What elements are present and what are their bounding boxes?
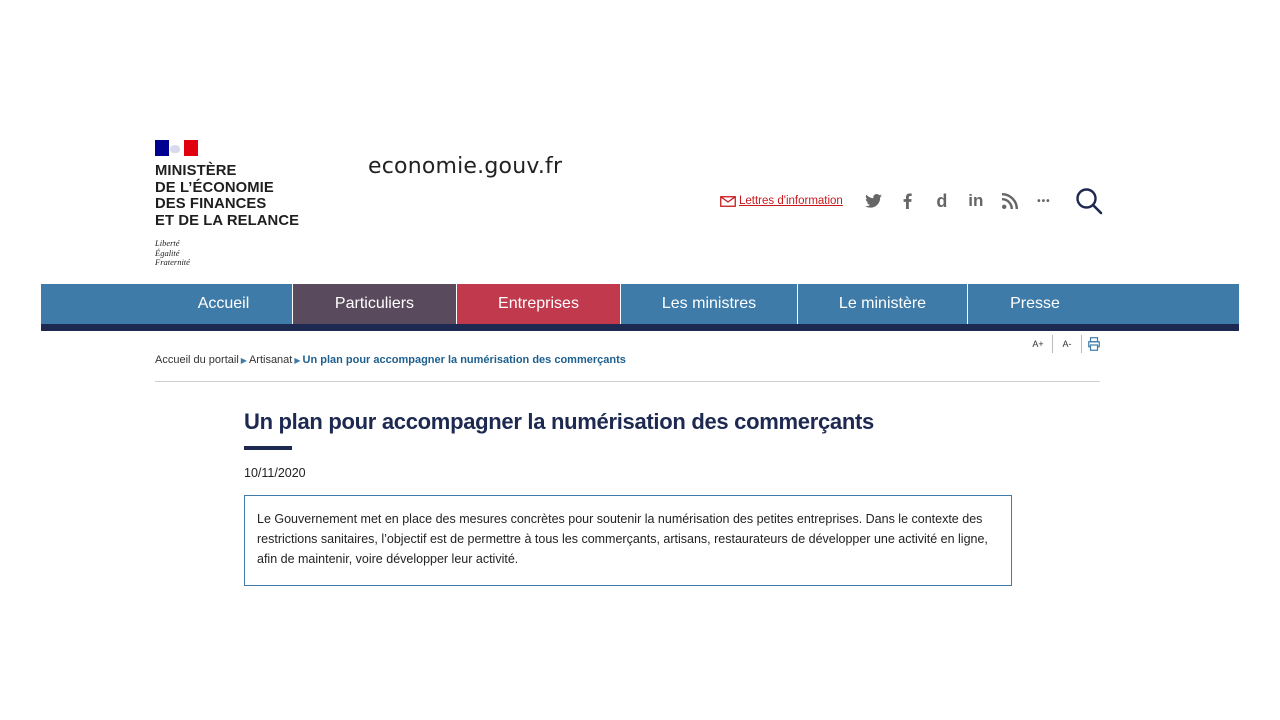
breadcrumb <box>155 354 626 366</box>
nav-item-entreprises[interactable]: Entreprises <box>457 284 621 324</box>
breadcrumb-current: Un plan pour accompagner la numérisation des commerçants <box>302 354 626 366</box>
title-underline <box>244 446 292 450</box>
chevron-right-icon: ▶ <box>294 355 301 365</box>
header-tools <box>720 186 1107 216</box>
publication-date: 10/11/2020 <box>244 466 306 480</box>
main-nav <box>41 284 1239 324</box>
ministry-line: DE L’ÉCONOMIE <box>155 179 274 196</box>
linkedin-glyph: in <box>968 191 984 210</box>
motto-line: Égalité <box>155 247 180 258</box>
more-glyph: ••• <box>1037 195 1051 207</box>
print-icon[interactable] <box>1082 337 1106 351</box>
chevron-right-icon: ▶ <box>240 355 247 365</box>
font-decrease-button[interactable]: A- <box>1062 339 1072 349</box>
envelope-icon <box>720 196 736 207</box>
rss-icon[interactable] <box>993 186 1027 216</box>
nav-item-le-ministere[interactable]: Le ministère <box>798 284 968 324</box>
facebook-icon[interactable] <box>891 186 925 216</box>
nav-item-presse[interactable]: Presse <box>1010 295 1060 312</box>
breadcrumb-item-home[interactable]: Accueil du portail <box>155 354 239 366</box>
ministry-line: ET DE LA RELANCE <box>155 212 300 229</box>
breadcrumb-item-artisanat[interactable]: Artisanat <box>248 354 293 366</box>
motto-line: Fraternité <box>155 257 190 267</box>
dailymotion-icon[interactable] <box>925 186 959 216</box>
nav-item-les-ministres[interactable]: Les ministres <box>621 284 798 324</box>
more-icon[interactable] <box>1027 186 1061 216</box>
dailymotion-glyph: d <box>936 190 948 211</box>
linkedin-icon[interactable] <box>959 186 993 216</box>
republic-motto <box>155 239 325 268</box>
nav-underline <box>41 324 1239 331</box>
divider <box>155 381 1100 382</box>
nav-item-particuliers[interactable]: Particuliers <box>293 284 457 324</box>
ministry-line: MINISTÈRE <box>155 163 237 179</box>
font-size-tools <box>1024 334 1106 354</box>
ministry-line: DES FINANCES <box>155 196 267 212</box>
font-increase-button[interactable]: A+ <box>1032 339 1044 349</box>
newsletter-link[interactable] <box>720 195 843 207</box>
newsletter-label: Lettres d'information <box>739 195 843 207</box>
ministry-name <box>155 163 325 229</box>
search-icon[interactable] <box>1071 183 1107 219</box>
twitter-icon[interactable] <box>857 186 891 216</box>
marianne-flag-icon <box>155 140 198 156</box>
nav-item-accueil[interactable]: Accueil <box>155 284 293 324</box>
article-intro: Le Gouvernement met en place des mesures concrètes pour soutenir la numérisation des petites entreprises. Dans le contexte des restrictions sanitaires, l’objectif est de permettre à tous les commerçants, artisans, restaurateurs de développer une activité en ligne, afin de maintenir, voire développer leur activité. <box>244 495 1012 586</box>
ministry-logo[interactable] <box>155 140 325 268</box>
motto-line: Liberté <box>155 238 180 248</box>
site-name[interactable]: economie.gouv.fr <box>368 154 563 179</box>
page-title: Un plan pour accompagner la numérisation des commerçants <box>244 409 874 434</box>
